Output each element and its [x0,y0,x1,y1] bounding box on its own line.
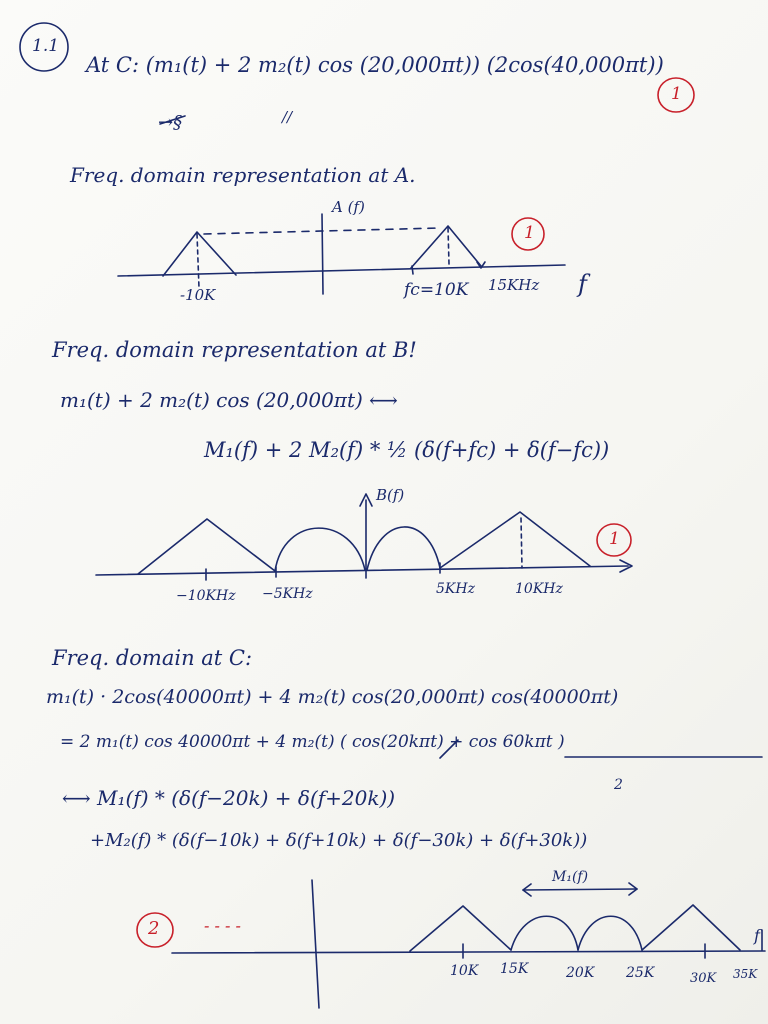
problem-number: 1.1 [32,36,60,56]
graphB-tick-neg10: −10KHz [176,588,236,604]
graphC-xlabel: f [754,926,760,945]
graphA-right-center-dash [448,228,449,264]
struck-symbol: →§ [158,112,183,133]
sectionC-eq3: ⟷ M₁(f) * (δ(f−20k) + δ(f+20k)) [62,786,396,810]
graphB-right-hump [367,527,440,570]
ditto-mark: // [282,108,293,126]
graphC-tick-25k: 25K [626,965,655,981]
sectionB-eq2: M₁(f) + 2 M₂(f) * ½ (δ(f+fc) + δ(f−fc)) [204,438,610,462]
graphC-ellipsis: - - - - [204,916,241,935]
graphC-brace-label: M₁(f) [552,869,589,885]
graphA-ylabel: A (f) [332,198,365,216]
graphB-right-triangle [440,512,590,568]
graphB-left-triangle [138,519,275,574]
graphA-tick-fc: fc=10K [404,280,469,300]
sectionA-heading: Freq. domain representation at A. [70,163,416,187]
graphC-y-axis [312,880,319,1008]
graphC-brace-line [523,889,637,890]
graphC-tick-15k: 15K [500,961,529,977]
graphA-right-triangle [411,226,481,268]
sectionC-eq2-denominator: 2 [614,777,623,793]
graphC-triangle-10-20 [410,906,511,951]
graphB-left-hump [275,528,365,571]
graphA-xlabel: f [578,270,587,298]
graphC-tick-35k: 35K [733,967,758,981]
sectionB-heading: Freq. domain representation at B! [52,338,417,362]
markB-score: 1 [609,529,620,549]
graphB-tick-pos10: 10KHz [515,581,563,597]
graphB-tick-neg5: −5KHz [262,586,313,602]
graphC-tick-30k: 30K [690,971,717,986]
graphB-right-center-dash [521,518,522,568]
graphC-hump-25-35 [578,916,642,950]
sectionC-eq2: = 2 m₁(t) cos 40000πt + 4 m₂(t) ( cos(20kπt) + cos 60kπt ) [60,732,565,752]
graphA-left-triangle [163,232,236,276]
graphB-ylabel: B(f) [376,486,405,504]
graphA-left-center-dash [197,234,199,288]
graphB-x-axis [96,566,628,575]
graphA-y-axis [322,214,323,294]
graphC-x-axis [172,951,765,953]
graphA-x-axis [118,265,565,276]
problem-line1: At C: (m₁(t) + 2 m₂(t) cos (20,000πt)) (2cos(40,000πt)) [86,53,664,77]
graphC-hump-15-25 [511,916,578,950]
graphB-tick-pos5: 5KHz [436,581,475,597]
sectionB-eq1: m₁(t) + 2 m₂(t) cos (20,000πt) ⟷ [60,388,398,412]
markA-score: 1 [524,223,535,243]
sectionC-heading: Freq. domain at C: [52,646,253,670]
graphC-tick-10k: 10K [450,963,479,979]
graphA-tick-neg10k: -10K [180,286,216,304]
graphA-tick-fc [412,266,413,274]
graphA-tick-15k: 15KHz [488,276,540,294]
sectionC-eq1: m₁(t) · 2cos(40000πt) + 4 m₂(t) cos(20,000πt) cos(40000πt) [46,686,619,708]
graphC-tick-20k: 20K [566,965,595,981]
graphC-triangle-right [642,905,740,950]
sectionC-eq4: +M₂(f) * (δ(f−10k) + δ(f+10k) + δ(f−30k) + δ(f+30k)) [90,830,588,851]
markC-score: 2 [148,918,160,939]
mark1-score: 1 [671,84,682,104]
